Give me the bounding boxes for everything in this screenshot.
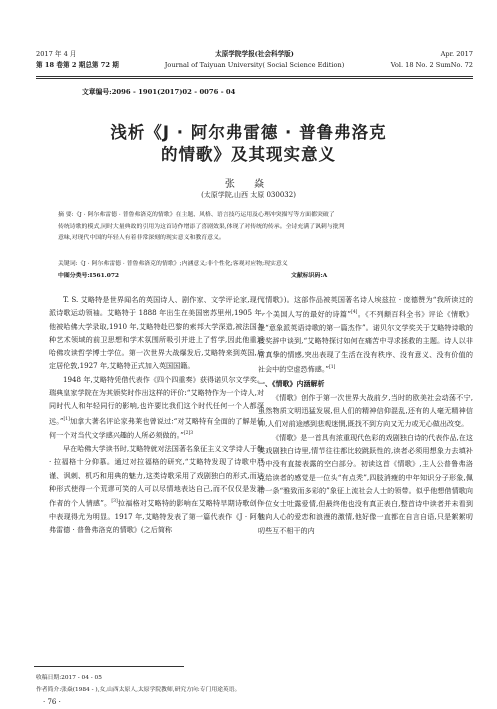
footnote-rule — [34, 666, 184, 667]
citation: [4] — [351, 310, 358, 316]
header-date: 2017 年 4 月 — [36, 50, 77, 58]
paragraph-text: 1948 年,艾略特凭借代表作《四个四重奏》获得诺贝尔文学奖。瑞典皇家学院在为其颁奖时作出这样的评价:“艾略特作为一个诗人,对同时代人和年轻同行的影响,也许要比我们这个时代任何一个人都深远。” — [49, 374, 264, 426]
citation: [3] — [111, 499, 118, 505]
paragraph — [49, 373, 264, 442]
affiliation: (太原学院,山西 太原 030032) — [201, 191, 296, 199]
header-date-en: Apr. 2017 — [440, 50, 473, 58]
title-line-1: 浅析《J · 阿尔弗雷德 · 普鲁弗洛克 — [110, 123, 387, 142]
paragraph-text: 加拿大著名评论家弗莱也曾说过:“对艾略特有全面的了解是任何一个对当代文学感兴趣的人所必须做的。” — [49, 416, 265, 440]
paragraph — [258, 293, 473, 376]
header-journal-cn: 太原学院学报(社会科学版) — [215, 50, 294, 58]
header-volume-en: Vol. 18 No. 2 SumNo. 72 — [390, 61, 473, 69]
author: 张 焱 — [224, 179, 273, 190]
left-column — [49, 293, 264, 536]
abstract-line-3: 意味,对现代中国的年轻人有着非常深刻的现实意义和教育意义。 — [58, 235, 225, 242]
right-column — [258, 293, 473, 537]
paragraph-text: 拉福格对艾略特的影响在艾略特早期诗歌创作中表现得尤为明显。1917 年,艾略特发表了第一篇代表作《J · 阿尔弗雷德 · 普鲁弗洛克的情歌》(之后简称 — [49, 498, 264, 535]
title-line-2: 的情歌》及其现实意义 — [161, 145, 336, 164]
paragraph: 《情歌》是一首具有浓重现代色彩的戏剧独白诗的代表作品,在这类戏剧独白诗里,情节往往都比较跳跃性的,读者必须用想象力去填补诗中没有直接表露的空白部分。初读这首《情歌》,主人公普鲁弗洛克给读者的感觉是一位头“有点秃”,四肢消瘦的中年知识分子形象,佩带一条“雅致而多彩的”象征上流社会人士的领带。似乎他想借情歌向一位女士吐露爱情,但最终他也没有真正表白,整首诗中读者并未看到他向人心的爱恋和浪漫的激情,他好像一直都在自言自语,只是絮絮叨叨些互不相干的内 — [258, 432, 473, 535]
paragraph — [49, 442, 264, 536]
abstract-line-2: 传统诗歌的模式,同时大量典故的引用为这首诗作增添了喜剧效果,体现了对传统的传承。全诗充满了讽刺与批判 — [58, 223, 345, 230]
header-volume-cn: 第 18 卷第 2 期总第 72 期 — [36, 61, 119, 69]
paragraph-text: 早在哈佛大学读书时,艾略特就对法国著名象征主义文学诗人于勒 · 拉福格十分仰慕。通过对拉福格的研究,“艾略特发现了诗歌中严谨、讽刺、机巧和用典的魅力,这类诗歌采用了戏剧独白的形式,而这种形式使得一个荒谬可笑的人可以尽情地表达自己,而不仅仅是发泄作者的个人情感”。 — [49, 443, 264, 508]
article-number: 文章编号:2096 - 1901(2017)02 - 0076 - 04 — [82, 88, 236, 96]
keywords: 关键词:《J · 阿尔弗雷德 · 普鲁弗洛克的情歌》;内涵意义;非个性化;客观对应物;现实意义 — [58, 261, 288, 267]
header-rule — [36, 76, 473, 77]
citation: [2]3 — [183, 431, 194, 437]
citation: [1] — [329, 364, 336, 370]
clc-number: 中图分类号:I561.072 — [58, 272, 120, 279]
page-number: · 76 · — [43, 698, 61, 706]
header-journal-en: Journal of Taiyuan University( Social Science Edition) — [164, 61, 345, 69]
citation: [1] — [63, 416, 70, 422]
abstract-line-1: 摘 要:《J · 阿尔弗雷德 · 普鲁弗洛克的情歌》在主题、风格、语言技巧运用及心理冲突描写等方面都突破了 — [58, 212, 335, 218]
abstract — [58, 210, 444, 245]
footnote-received: 收稿日期:2017 - 04 - 05 — [36, 675, 102, 681]
section-heading: 一、《情歌》内涵解析 — [258, 379, 325, 388]
classification-row — [58, 270, 444, 279]
document-code: 文献标识码:A — [291, 272, 328, 279]
paragraph-text: 《情歌》)。这部作品被英国著名诗人埃兹拉 · 庞德赞为“我所读过的一个美国人写的最好的诗篇” — [258, 295, 473, 319]
paragraph: T. S. 艾略特是世界闻名的英国诗人、剧作家、文学评论家,现代派诗歌运动领袖。艾略特于 1888 年出生在美国密苏里州,1905 年,他被哈佛大学录取,1910 年,艾略特赴巴黎的索邦大学深造,被法国各种艺术领域的前卫思想和学术氛围所吸引并进上了哲学,因此他重返哈佛攻读哲学博士学位。第一次世界大战爆发后,艾略特来到英国,后定居伦敦,1927 年,艾略特正式加入英国国籍。 — [49, 295, 264, 371]
footnote-author-bio: 作者简介:张焱(1984 - ),女,山西太原人,太原学院教师,研究方向:专门用途英语。 — [36, 687, 241, 693]
header-rule-thin — [36, 78, 473, 79]
paragraph-text: 。《不列颠百科全书》评论《情歌》是“意象派英语诗歌的第一篇杰作”。诺贝尔文学奖关于艾略特诗歌的授奖辞中谈到,“艾略特探讨如何在痛苦中寻求拯救的主题。诗人以非常真挚的情感,突出表现了生活在没有秩序、没有意义、没有价值的社会中的空虚恐怖感。” — [258, 309, 473, 374]
paragraph: 《情歌》创作于第一次世界大战前夕,当时的欧美社会动荡不宁,虽然物质文明迅猛发展,但人们的精神信仰混乱,还有的人毫无精神信仰,人们对前途感到悲观迷惘,既找不到方向又无力或无心做出改变。 — [258, 392, 473, 429]
